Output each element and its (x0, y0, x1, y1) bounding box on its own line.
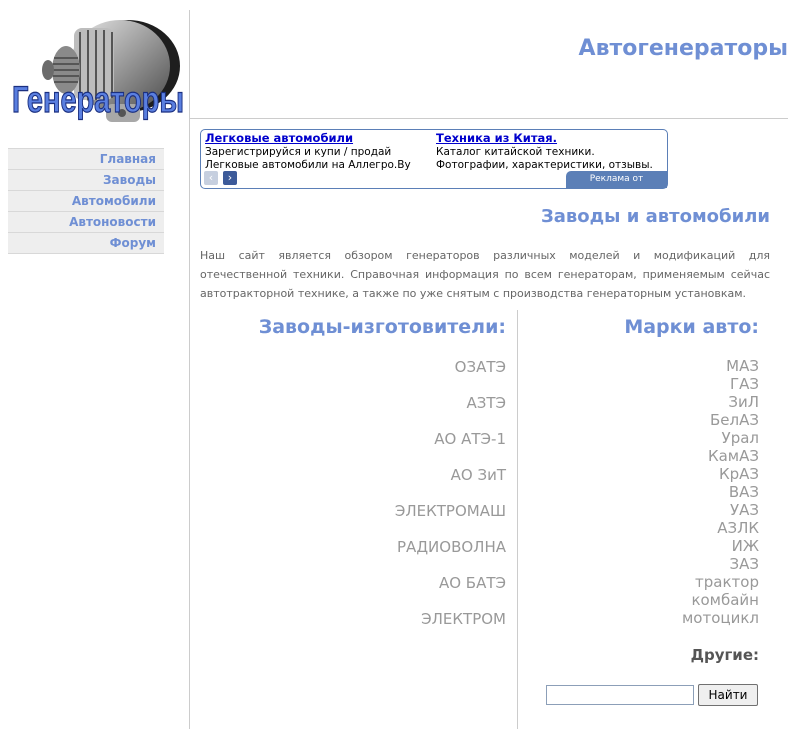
ad-unit-1-title[interactable]: Легковые автомобили (205, 131, 354, 145)
ad-unit-2-title[interactable]: Техника из Китая. (436, 131, 558, 145)
ads-by-google-link[interactable] (566, 171, 667, 204)
nav-item-factories[interactable]: Заводы (8, 170, 164, 191)
google-logo: Google (593, 189, 640, 204)
factory-link[interactable]: ОЗАТЭ (454, 358, 506, 376)
brand-link[interactable]: МАЗ (726, 357, 759, 375)
factory-link[interactable]: РАДИОВОЛНА (397, 538, 506, 556)
chevron-right-icon[interactable]: › (223, 171, 237, 185)
brand-link[interactable]: ИЖ (731, 537, 759, 555)
brand-link[interactable]: ВАЗ (728, 483, 759, 501)
brands-list (682, 357, 759, 627)
brand-link[interactable]: ГАЗ (729, 375, 759, 393)
ad-unit-1-line2: Легковые автомобили на Аллегро.Ву (205, 159, 411, 171)
factory-link[interactable]: АЗТЭ (466, 394, 506, 412)
logo-text: Генераторы (12, 79, 184, 120)
ads-by-label: Реклама от (589, 174, 644, 184)
brand-link[interactable]: комбайн (691, 591, 759, 609)
ad-unit-2-line1: Каталог китайской техники. (436, 146, 595, 158)
factory-link[interactable]: АО ЗиТ (450, 466, 506, 484)
brand-link[interactable]: ЗАЗ (729, 555, 759, 573)
factory-link[interactable]: АО БАТЭ (438, 574, 506, 592)
factories-header: Заводы-изготовители: (258, 316, 506, 338)
factory-link[interactable]: АО АТЭ-1 (434, 430, 506, 448)
ad-unit-1-line1: Зарегистрируйся и купи / продай (205, 146, 392, 158)
ad-banner (200, 129, 668, 204)
vertical-divider-columns (517, 310, 518, 729)
search-input[interactable] (546, 685, 694, 705)
factory-link[interactable]: ЭЛЕКТРОМ (421, 610, 506, 628)
ad-unit-2 (436, 132, 664, 172)
brand-link[interactable]: ЗиЛ (728, 393, 759, 411)
nav-item-home[interactable]: Главная (8, 148, 164, 170)
nav-item-cars[interactable]: Автомобили (8, 191, 164, 212)
header-divider (190, 118, 788, 119)
alternator-logo-image (10, 8, 186, 132)
brand-link[interactable]: БелАЗ (710, 411, 759, 429)
chevron-left-icon[interactable]: ‹ (204, 171, 218, 185)
site-title: Автогенераторы (578, 36, 788, 61)
brand-link[interactable]: УАЗ (729, 501, 759, 519)
brand-link[interactable]: мотоцикл (681, 609, 759, 627)
site-logo[interactable] (10, 8, 186, 132)
factories-list (395, 357, 506, 645)
brand-link[interactable]: Урал (721, 429, 759, 447)
factory-link[interactable]: ЭЛЕКТРОМАШ (394, 502, 506, 520)
left-column (0, 0, 190, 729)
brand-link[interactable]: КрАЗ (718, 465, 759, 483)
brand-link[interactable]: КамАЗ (707, 447, 759, 465)
nav-item-forum[interactable]: Форум (8, 233, 164, 254)
brands-header: Марки авто: (624, 316, 759, 338)
ad-unit-1 (205, 132, 430, 172)
section-title: Заводы и автомобили (540, 206, 770, 227)
others-label: Другие: (690, 646, 759, 664)
brand-link[interactable]: трактор (695, 573, 759, 591)
nav-item-auto-news[interactable]: Автоновости (8, 212, 164, 233)
search-button[interactable]: Найти (698, 684, 758, 706)
brand-link[interactable]: АЗЛК (717, 519, 759, 537)
ad-unit-2-line2: Фотографии, характеристики, отзывы. (436, 159, 653, 171)
main-nav (8, 148, 164, 254)
intro-text: Наш сайт является обзором генераторов различных моделей и модификаций для отечественной техники. Справочная информация по всем генераторам, применяемым сейчас автотракторной технике, а также по уже снятым с производства генераторным установкам. (200, 249, 770, 300)
